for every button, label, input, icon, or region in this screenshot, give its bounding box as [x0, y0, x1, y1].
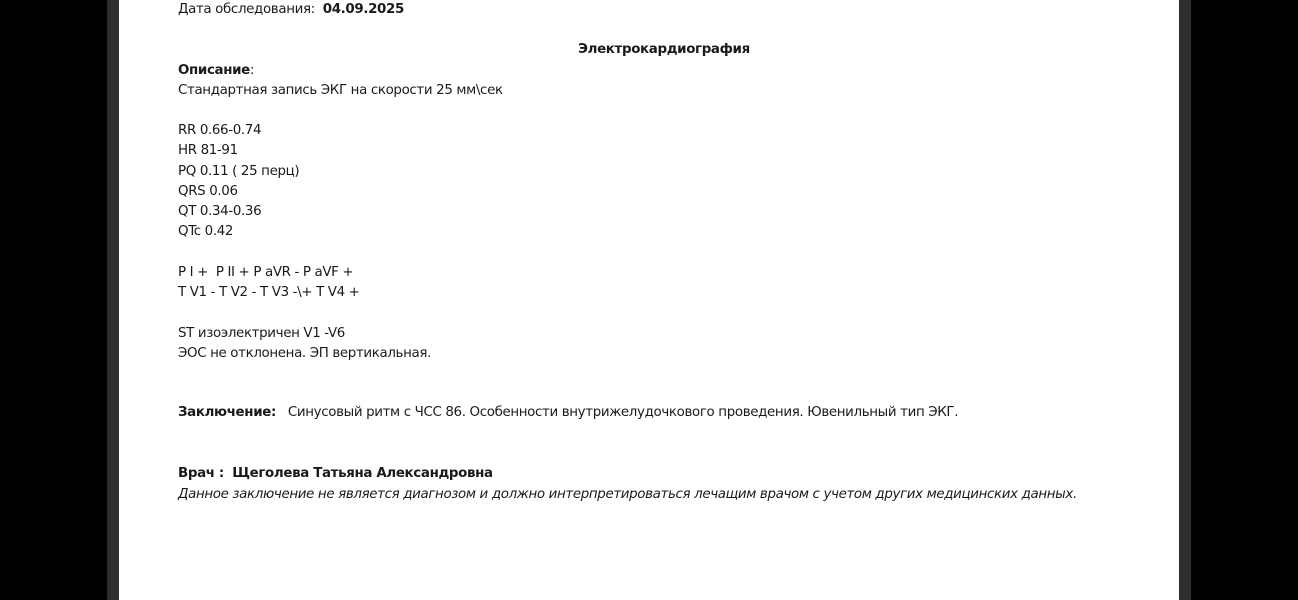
- description-colon: :: [249, 63, 255, 78]
- conclusion-text: Синусовый ритм с ЧСС 86. Особенности внутрижелудочкового проведения. Ювенильный тип ЭКГ.: [287, 405, 959, 420]
- exam-date-row: [178, 0, 404, 20]
- document-title: Электрокардиография: [578, 42, 750, 57]
- description-label: Описание: [178, 63, 250, 78]
- measurement-qtc: QTc 0.42: [178, 224, 234, 239]
- doctor-name: Щеголева Татьяна Александровна: [232, 466, 493, 481]
- conclusion-row: [178, 403, 958, 423]
- conclusion-label: Заключение:: [178, 405, 276, 420]
- measurement-qrs: QRS 0.06: [178, 184, 238, 199]
- measurement-qt: QT 0.34-0.36: [178, 204, 262, 219]
- doctor-label: Врач :: [178, 466, 224, 481]
- exam-date-value: 04.09.2025: [322, 2, 404, 17]
- t-wave-polarity: T V1 - T V2 - T V3 -\+ T V4 +: [178, 285, 360, 300]
- page-border-right: [1179, 0, 1191, 600]
- page-border-left: [107, 0, 119, 600]
- p-wave-polarity: P I + P II + P aVR - P aVF +: [178, 265, 354, 280]
- description-heading: [178, 61, 254, 81]
- disclaimer-text: Данное заключение не является диагнозом и должно интерпретироваться лечащим врачом с учетом других медицинских данных.: [178, 487, 1077, 502]
- axis-note: ЭОС не отклонена. ЭП вертикальная.: [178, 346, 431, 361]
- exam-date-label: Дата обследования:: [178, 2, 315, 17]
- doctor-row: [178, 464, 493, 484]
- measurement-pq: PQ 0.11 ( 25 перц): [178, 164, 300, 179]
- st-segment-note: ST изоэлектричен V1 -V6: [178, 326, 345, 341]
- document-page: [119, 0, 1179, 600]
- measurement-rr: RR 0.66-0.74: [178, 123, 262, 138]
- recording-info: Стандартная запись ЭКГ на скорости 25 мм\сек: [178, 83, 503, 98]
- measurement-hr: HR 81-91: [178, 143, 238, 158]
